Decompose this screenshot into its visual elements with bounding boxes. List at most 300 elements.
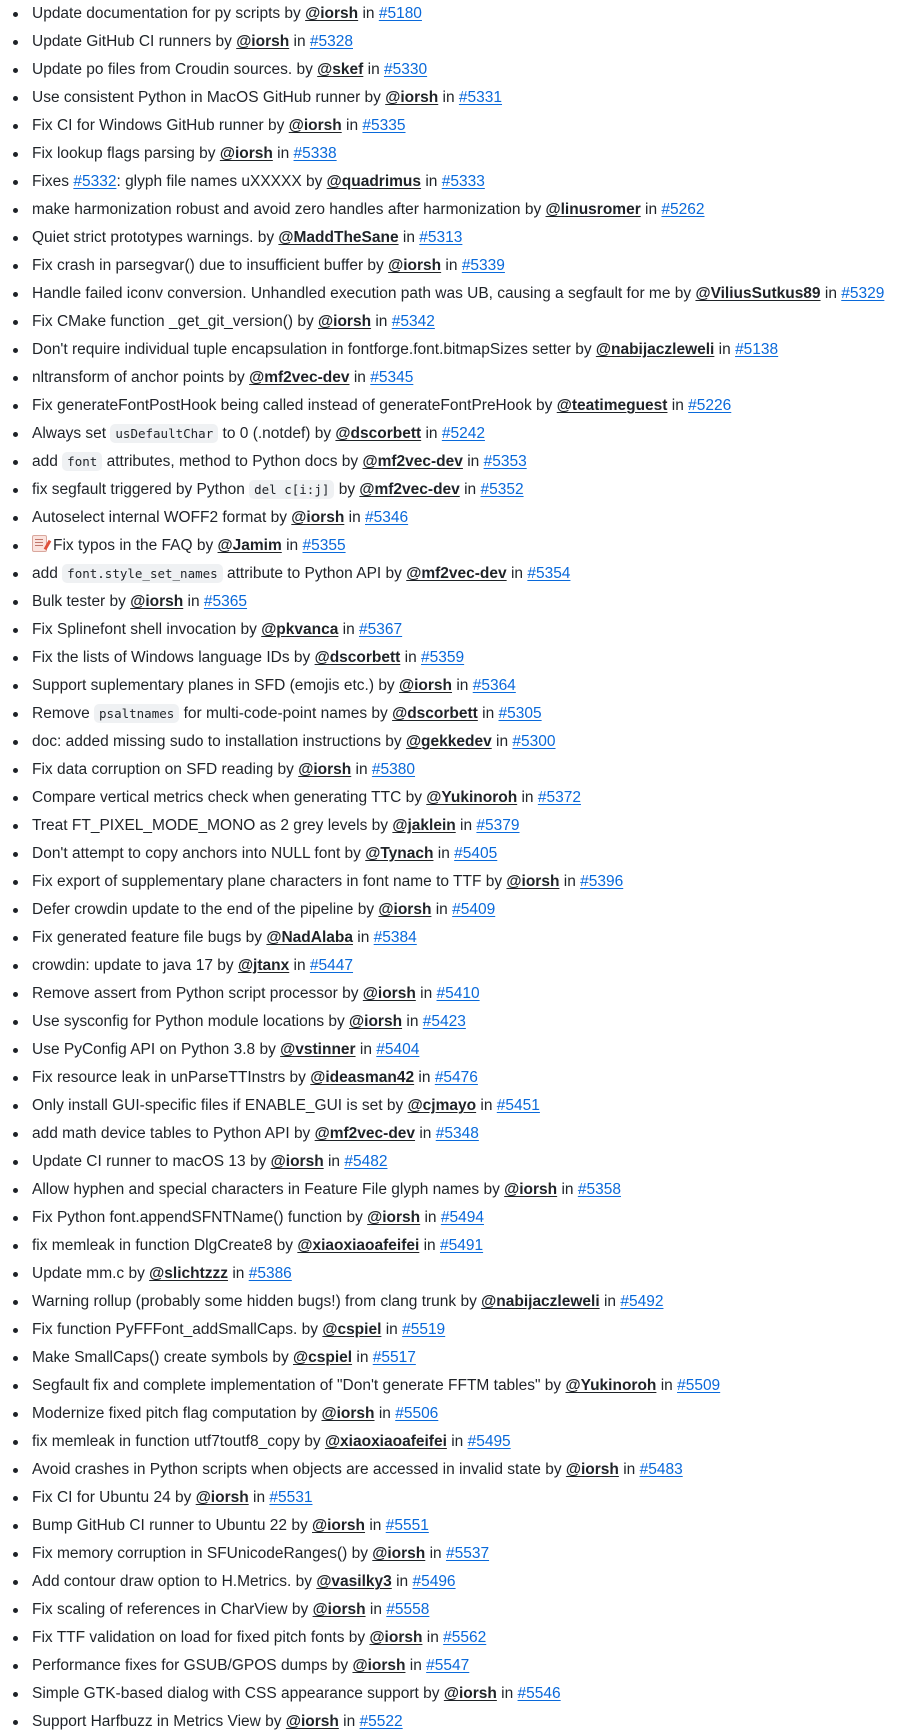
changelog-item <box>0 1288 912 1316</box>
inline-code: del c[i:j] <box>249 480 334 499</box>
changelog-item <box>0 392 912 420</box>
changelog-item <box>0 840 912 868</box>
item-text: Fix CI for Windows GitHub runner by <box>32 117 289 134</box>
item-text: in <box>714 341 736 358</box>
issue-link[interactable]: #5409 <box>452 901 496 918</box>
issue-link[interactable]: #5531 <box>269 1489 313 1506</box>
changelog-item <box>0 868 912 896</box>
user-link[interactable]: @iorsh <box>298 761 352 778</box>
user-link[interactable]: @Tynach <box>365 845 434 862</box>
changelog-item <box>0 980 912 1008</box>
user-link[interactable]: @iorsh <box>362 985 416 1002</box>
item-text: by <box>334 481 360 498</box>
item-text: in <box>656 1377 678 1394</box>
issue-link[interactable]: #5329 <box>841 285 885 302</box>
changelog-item <box>0 0 912 28</box>
item-text: in <box>415 1125 436 1142</box>
issue-link[interactable]: #5492 <box>620 1293 664 1310</box>
item-text: Make SmallCaps() create symbols by <box>32 1349 293 1366</box>
changelog-item <box>0 1204 912 1232</box>
user-link[interactable]: @iorsh <box>352 1657 406 1674</box>
item-text: Modernize fixed pitch flag computation by <box>32 1405 322 1422</box>
item-text: in <box>491 733 513 750</box>
user-link[interactable]: @vasilky3 <box>316 1573 392 1590</box>
item-text: in <box>352 929 374 946</box>
item-text: Fix TTF validation on load for fixed pitch fonts by <box>32 1629 370 1646</box>
item-text: fix segfault triggered by Python <box>32 481 250 498</box>
issue-link[interactable]: #5495 <box>467 1433 511 1450</box>
item-text: in <box>344 509 365 526</box>
issue-link[interactable]: #5365 <box>203 593 248 610</box>
item-text: Quiet strict prototypes warnings. by <box>32 229 279 246</box>
item-text: in <box>341 117 363 134</box>
user-link[interactable]: @mf2vec-dev <box>362 453 463 470</box>
changelog-item <box>0 672 912 700</box>
item-text: in <box>338 621 360 638</box>
item-text: in <box>459 481 481 498</box>
inline-code: font.style_set_names <box>62 564 223 583</box>
issue-link[interactable]: #5358 <box>577 1181 621 1198</box>
issue-link[interactable]: #5519 <box>402 1321 446 1338</box>
changelog-item <box>0 1064 912 1092</box>
issue-link[interactable]: #5330 <box>384 61 428 78</box>
changelog-item <box>0 532 912 560</box>
issue-link[interactable]: #5522 <box>359 1713 403 1730</box>
user-link[interactable]: @iorsh <box>195 1489 249 1506</box>
issue-link[interactable]: #5404 <box>376 1041 420 1058</box>
item-text: Fix CMake function _get_git_version() by <box>32 313 319 330</box>
changelog-item <box>0 1624 912 1652</box>
issue-link[interactable]: #5384 <box>373 929 417 946</box>
item-text: in <box>433 845 455 862</box>
issue-link[interactable]: #5562 <box>443 1629 487 1646</box>
item-text: Update documentation for py scripts by <box>32 5 306 22</box>
item-text: attribute to Python API by <box>222 565 407 582</box>
changelog-item <box>0 1344 912 1372</box>
changelog-item <box>0 196 912 224</box>
changelog-item <box>0 84 912 112</box>
issue-link[interactable]: #5226 <box>688 397 732 414</box>
issue-link[interactable]: #5333 <box>441 173 485 190</box>
user-link[interactable]: @ideasman42 <box>310 1069 415 1086</box>
item-text: in <box>438 89 459 106</box>
issue-link[interactable]: #5354 <box>527 565 571 582</box>
user-link[interactable]: @teatimeguest <box>556 397 668 414</box>
issue-link[interactable]: #5335 <box>362 117 406 134</box>
issue-link[interactable]: #5491 <box>439 1237 484 1254</box>
item-text: Update CI runner to macOS 13 by <box>32 1153 271 1170</box>
item-text: make harmonization robust and avoid zero handles after harmonization by <box>32 201 546 218</box>
user-link[interactable]: @iorsh <box>504 1181 558 1198</box>
item-text: in <box>358 5 379 22</box>
changelog-item <box>0 1652 912 1680</box>
user-link[interactable]: @linusromer <box>545 201 641 218</box>
item-text: add math device tables to Python API by <box>32 1125 315 1142</box>
item-text: Performance fixes for GSUB/GPOS dumps by <box>32 1657 353 1674</box>
changelog-item <box>0 784 912 812</box>
inline-code: font <box>62 452 102 471</box>
issue-link[interactable]: #5345 <box>370 369 414 386</box>
item-text: in <box>477 705 499 722</box>
issue-link[interactable]: #5346 <box>365 509 409 526</box>
changelog-item <box>0 1680 912 1708</box>
changelog-item <box>0 1120 912 1148</box>
user-link[interactable]: @Yukinoroh <box>426 789 518 806</box>
issue-link[interactable]: #5379 <box>476 817 520 834</box>
item-text: Use consistent Python in MacOS GitHub runner by <box>32 89 386 106</box>
user-link[interactable]: @iorsh <box>369 1629 423 1646</box>
item-text: in <box>414 1069 435 1086</box>
item-text: Avoid crashes in Python scripts when objects are accessed in invalid state by <box>32 1461 566 1478</box>
user-link[interactable]: @quadrimus <box>326 173 422 190</box>
user-link[interactable]: @iorsh <box>321 1405 375 1422</box>
changelog-item <box>0 924 912 952</box>
item-text: in <box>455 817 477 834</box>
changelog-item <box>0 616 912 644</box>
user-link[interactable]: @iorsh <box>565 1461 619 1478</box>
item-text: in <box>349 369 371 386</box>
issue-link[interactable]: #5451 <box>496 1097 540 1114</box>
item-text: Fix export of supplementary plane characters in font name to TTF by <box>32 873 507 890</box>
item-text: in <box>402 1013 423 1030</box>
issue-link[interactable]: #5482 <box>344 1153 388 1170</box>
item-text: in <box>640 201 662 218</box>
item-text: Fixes <box>32 173 74 190</box>
user-link[interactable]: @slichtzzz <box>149 1265 229 1282</box>
issue-link[interactable]: #5342 <box>391 313 435 330</box>
item-text: in <box>371 313 392 330</box>
user-link[interactable]: @iorsh <box>388 257 442 274</box>
issue-link[interactable]: #5339 <box>461 257 505 274</box>
changelog-item <box>0 476 912 504</box>
issue-link[interactable]: #5338 <box>293 145 337 162</box>
item-text: in <box>323 1153 345 1170</box>
item-text: Fix data corruption on SFD reading by <box>32 761 299 778</box>
changelog-item <box>0 1008 912 1036</box>
item-text: Update po files from Croudin sources. by <box>32 61 318 78</box>
issue-link[interactable]: #5138 <box>735 341 779 358</box>
item-text: to 0 (.notdef) by <box>218 425 336 442</box>
item-text: in <box>446 1433 468 1450</box>
issue-link[interactable]: #5537 <box>445 1545 490 1562</box>
user-link[interactable]: @MaddTheSane <box>278 229 399 246</box>
user-link[interactable]: @xiaoxiaoafeifei <box>297 1237 420 1254</box>
changelog-item <box>0 56 912 84</box>
changelog-item <box>0 756 912 784</box>
item-text: Add contour draw option to H.Metrics. by <box>32 1573 317 1590</box>
changelog-item <box>0 364 912 392</box>
item-text: in <box>431 901 453 918</box>
issue-link[interactable]: #5496 <box>412 1573 456 1590</box>
user-link[interactable]: @iorsh <box>312 1601 366 1618</box>
issue-link[interactable]: #5509 <box>677 1377 721 1394</box>
changelog-item <box>0 1232 912 1260</box>
user-link[interactable]: @dscorbett <box>335 425 422 442</box>
item-text: Fix CI for Ubuntu 24 by <box>32 1489 196 1506</box>
user-link[interactable]: @mf2vec-dev <box>359 481 460 498</box>
item-text: Support Harfbuzz in Metrics View by <box>32 1713 286 1730</box>
item-text: Treat FT_PIXEL_MODE_MONO as 2 grey levels by <box>32 817 393 834</box>
item-text: in <box>618 1461 640 1478</box>
changelog-item <box>0 560 912 588</box>
item-text: fix memleak in function utf7toutf8_copy by <box>32 1433 325 1450</box>
changelog-item <box>0 336 912 364</box>
changelog-item <box>0 1456 912 1484</box>
item-text: for multi-code-point names by <box>179 705 393 722</box>
issue-link[interactable]: #5180 <box>378 5 422 22</box>
item-text: in <box>228 1265 249 1282</box>
item-text: in <box>183 593 204 610</box>
item-text: Warning rollup (probably some hidden bugs!) from clang trunk by <box>32 1293 482 1310</box>
issue-link[interactable]: #5372 <box>537 789 581 806</box>
user-link[interactable]: @iorsh <box>236 33 290 50</box>
item-text: in <box>289 33 310 50</box>
user-link[interactable]: @cspiel <box>293 1349 353 1366</box>
changelog-item <box>0 896 912 924</box>
item-text: in <box>559 873 581 890</box>
user-link[interactable]: @cspiel <box>322 1321 382 1338</box>
changelog-item <box>0 1428 912 1456</box>
changelog-item <box>0 140 912 168</box>
user-link[interactable]: @iorsh <box>399 677 453 694</box>
item-text: in <box>496 1685 518 1702</box>
item-text: fix memleak in function DlgCreate8 by <box>32 1237 298 1254</box>
user-link[interactable]: @iorsh <box>349 1013 403 1030</box>
item-text: in <box>351 761 372 778</box>
item-text: Fix lookup flags parsing by <box>32 145 220 162</box>
changelog-item <box>0 1372 912 1400</box>
user-link[interactable]: @mf2vec-dev <box>249 369 350 386</box>
user-link[interactable]: @iorsh <box>288 117 342 134</box>
issue-link[interactable]: #5355 <box>302 537 346 554</box>
issue-link[interactable]: #5300 <box>512 733 556 750</box>
user-link[interactable]: @iorsh <box>372 1545 426 1562</box>
issue-link[interactable]: #5386 <box>248 1265 292 1282</box>
item-text: Fix generated feature file bugs by <box>32 929 267 946</box>
user-link[interactable]: @gekkedev <box>405 733 492 750</box>
issue-link[interactable]: #5405 <box>454 845 498 862</box>
item-text: Defer crowdin update to the end of the pipeline by <box>32 901 379 918</box>
item-text: Fix Python font.appendSFNTName() function by <box>32 1209 368 1226</box>
issue-link[interactable]: #5364 <box>472 677 516 694</box>
issue-link[interactable]: #5546 <box>517 1685 561 1702</box>
issue-link[interactable]: #5313 <box>419 229 463 246</box>
issue-link[interactable]: #5396 <box>580 873 624 890</box>
item-text: in <box>425 1545 446 1562</box>
item-text: Fix crash in parsegvar() due to insufficient buffer by <box>32 257 389 274</box>
user-link[interactable]: @NadAlaba <box>266 929 353 946</box>
item-text: in <box>421 173 442 190</box>
changelog-item <box>0 1708 912 1736</box>
item-text: in <box>355 1041 377 1058</box>
item-text: in <box>381 1321 403 1338</box>
item-text: in <box>419 1237 440 1254</box>
user-link[interactable]: @pkvanca <box>261 621 339 638</box>
item-text: Bulk tester by <box>32 593 131 610</box>
user-link[interactable]: @iorsh <box>506 873 560 890</box>
user-link[interactable]: @dscorbett <box>314 649 401 666</box>
item-text: in <box>517 789 538 806</box>
item-text: Fix the lists of Windows language IDs by <box>32 649 315 666</box>
user-link[interactable]: @iorsh <box>130 593 184 610</box>
issue-link[interactable]: #5305 <box>498 705 542 722</box>
item-text: Fix resource leak in unParseTTInstrs by <box>32 1069 311 1086</box>
user-link[interactable]: @mf2vec-dev <box>406 565 507 582</box>
changelog-item <box>0 448 912 476</box>
changelog-item <box>0 112 912 140</box>
item-text: Always set <box>32 425 111 442</box>
user-link[interactable]: @vstinner <box>280 1041 356 1058</box>
issue-link[interactable]: #5352 <box>480 481 524 498</box>
issue-link[interactable]: #5547 <box>426 1657 470 1674</box>
changelog-item <box>0 308 912 336</box>
item-text: nltransform of anchor points by <box>32 369 250 386</box>
user-link[interactable]: @cjmayo <box>407 1097 477 1114</box>
issue-link[interactable]: #5483 <box>639 1461 683 1478</box>
user-link[interactable]: @iorsh <box>285 1713 339 1730</box>
issue-link[interactable]: #5410 <box>436 985 480 1002</box>
user-link[interactable]: @iorsh <box>291 509 345 526</box>
item-text: Use sysconfig for Python module locations by <box>32 1013 350 1030</box>
item-text: in <box>405 1657 427 1674</box>
item-text: in <box>272 145 294 162</box>
issue-link[interactable]: #5331 <box>458 89 503 106</box>
item-text: Fix function PyFFFont_addSmallCaps. by <box>32 1321 323 1338</box>
changelog-item <box>0 812 912 840</box>
changelog-item <box>0 1092 912 1120</box>
item-text: Allow hyphen and special characters in Feature File glyph names by <box>32 1181 505 1198</box>
issue-link[interactable]: #5359 <box>421 649 465 666</box>
issue-link[interactable]: #5353 <box>483 453 527 470</box>
item-text: Segfault fix and complete implementation of "Don't generate FFTM tables" by <box>32 1377 566 1394</box>
changelog-item <box>0 224 912 252</box>
user-link[interactable]: @iorsh <box>385 89 439 106</box>
item-text: : glyph file names uXXXXX by <box>116 173 327 190</box>
issue-link[interactable]: #5558 <box>386 1601 430 1618</box>
inline-code: usDefaultChar <box>110 424 218 443</box>
item-text: Bump GitHub CI runner to Ubuntu 22 by <box>32 1517 313 1534</box>
item-text: add <box>32 565 63 582</box>
changelog-item <box>0 1568 912 1596</box>
user-link[interactable]: @iorsh <box>378 901 432 918</box>
user-link[interactable]: @iorsh <box>305 5 359 22</box>
user-link[interactable]: @ViliusSutkus89 <box>695 285 821 302</box>
item-text: in <box>452 677 473 694</box>
item-text: Fix scaling of references in CharView by <box>32 1601 313 1618</box>
item-text: Update GitHub CI runners by <box>32 33 237 50</box>
changelog-item <box>0 1484 912 1512</box>
changelog-item <box>0 700 912 728</box>
item-text: in <box>281 537 303 554</box>
user-link[interactable]: @jaklein <box>392 817 456 834</box>
user-link[interactable]: @xiaoxiaoafeifei <box>324 1433 447 1450</box>
item-text: Fix Splinefont shell invocation by <box>32 621 262 638</box>
user-link[interactable]: @skef <box>317 61 364 78</box>
user-link[interactable]: @iorsh <box>219 145 273 162</box>
user-link[interactable]: @iorsh <box>318 313 372 330</box>
changelog-item <box>0 1176 912 1204</box>
item-text: in <box>421 425 442 442</box>
item-text: in <box>400 649 421 666</box>
item-text: in <box>365 1517 386 1534</box>
memo-icon <box>32 535 47 552</box>
item-text: in <box>398 229 420 246</box>
issue-link[interactable]: #5476 <box>434 1069 478 1086</box>
item-text: Fix memory corruption in SFUnicodeRanges() by <box>32 1545 373 1562</box>
item-text: crowdin: update to java 17 by <box>32 957 238 974</box>
item-text: Simple GTK-based dialog with CSS appearance support by <box>32 1685 444 1702</box>
issue-link[interactable]: #5423 <box>422 1013 466 1030</box>
item-text: Autoselect internal WOFF2 format by <box>32 509 292 526</box>
user-link[interactable]: @mf2vec-dev <box>314 1125 416 1142</box>
user-link[interactable]: @Jamim <box>217 537 282 554</box>
item-text: in <box>365 1601 387 1618</box>
changelog-item <box>0 728 912 756</box>
user-link[interactable]: @jtanx <box>237 957 290 974</box>
user-link[interactable]: @iorsh <box>270 1153 324 1170</box>
item-text: in <box>352 1349 373 1366</box>
item-text: in <box>476 1097 497 1114</box>
issue-link[interactable]: #5332 <box>73 173 117 190</box>
changelog-item <box>0 420 912 448</box>
issue-link[interactable]: #5367 <box>359 621 403 638</box>
item-text: Remove assert from Python script processor by <box>32 985 363 1002</box>
item-text: Remove <box>32 705 95 722</box>
user-link[interactable]: @nabijaczleweli <box>481 1293 600 1310</box>
item-text: Only install GUI-specific files if ENABLE_GUI is set by <box>32 1097 408 1114</box>
issue-link[interactable]: #5506 <box>395 1405 439 1422</box>
issue-link[interactable]: #5551 <box>385 1517 429 1534</box>
changelog-item <box>0 1512 912 1540</box>
issue-link[interactable]: #5328 <box>309 33 353 50</box>
issue-link[interactable]: #5517 <box>372 1349 416 1366</box>
issue-link[interactable]: #5262 <box>661 201 705 218</box>
user-link[interactable]: @Yukinoroh <box>565 1377 657 1394</box>
item-text: Handle failed iconv conversion. Unhandled execution path was UB, causing a segfault for me by <box>32 285 696 302</box>
issue-link[interactable]: #5348 <box>435 1125 479 1142</box>
item-text: in <box>462 453 484 470</box>
item-text: in <box>420 1209 441 1226</box>
item-text: doc: added missing sudo to installation instructions by <box>32 733 406 750</box>
user-link[interactable]: @dscorbett <box>392 705 478 722</box>
changelog-item <box>0 644 912 672</box>
issue-link[interactable]: #5380 <box>371 761 416 778</box>
changelog-item <box>0 1596 912 1624</box>
item-text: Update mm.c by <box>32 1265 150 1282</box>
item-text: Don't require individual tuple encapsulation in fontforge.font.bitmapSizes setter by <box>32 341 596 358</box>
inline-code: psaltnames <box>94 704 179 723</box>
item-text: in <box>415 985 437 1002</box>
item-text: Fix typos in the FAQ by <box>53 537 218 554</box>
changelog-item <box>0 252 912 280</box>
user-link[interactable]: @iorsh <box>312 1517 366 1534</box>
user-link[interactable]: @iorsh <box>367 1209 421 1226</box>
item-text: Support suplementary planes in SFD (emojis etc.) by <box>32 677 399 694</box>
changelog-item <box>0 1540 912 1568</box>
changelog-item <box>0 28 912 56</box>
item-text: in <box>667 397 689 414</box>
item-text: attributes, method to Python docs by <box>102 453 363 470</box>
changelog-item <box>0 1400 912 1428</box>
issue-link[interactable]: #5447 <box>309 957 354 974</box>
item-text: in <box>422 1629 444 1646</box>
user-link[interactable]: @nabijaczleweli <box>595 341 715 358</box>
changelog-item <box>0 280 912 308</box>
changelog-item <box>0 952 912 980</box>
user-link[interactable]: @iorsh <box>443 1685 497 1702</box>
issue-link[interactable]: #5242 <box>441 425 485 442</box>
issue-link[interactable]: #5494 <box>440 1209 484 1226</box>
